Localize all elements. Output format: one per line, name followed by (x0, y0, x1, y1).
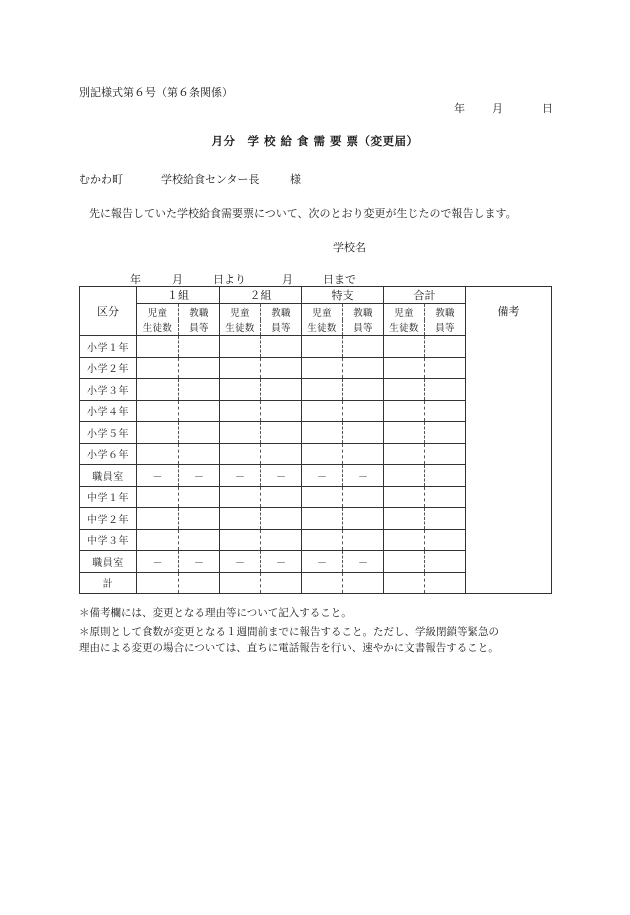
table-cell[interactable] (137, 508, 179, 530)
sub-header-students-2: 生徒数 (302, 320, 343, 336)
group-header-2: ２組 (220, 287, 302, 304)
table-cell[interactable] (425, 551, 466, 573)
table-cell[interactable] (302, 422, 343, 444)
addressee-recipient: 学校給食センター長 (161, 173, 260, 186)
table-cell[interactable] (137, 379, 179, 401)
note-remarks: ＊備考欄には、変更となる理由等について記入すること。 (79, 607, 352, 619)
period-month-from: 月 (172, 273, 183, 286)
table-cell[interactable] (261, 357, 302, 379)
sub-header-students-2: 生徒数 (137, 320, 179, 336)
category-header: 区分 (80, 287, 137, 336)
note-deadline: ＊原則として食数が変更となる１週間前までに報告すること。ただし、学級閉鎖等緊急の (79, 626, 499, 638)
table-cell[interactable] (343, 357, 384, 379)
table-cell[interactable] (220, 572, 261, 594)
sub-header-staff: 教職 (179, 304, 220, 320)
table-cell[interactable] (425, 422, 466, 444)
table-cell[interactable] (220, 443, 261, 465)
table-cell[interactable] (220, 357, 261, 379)
row-label: 小学１年 (80, 336, 137, 358)
sub-header-students: 児童 (302, 304, 343, 320)
table-cell[interactable] (343, 336, 384, 358)
table-cell[interactable] (261, 443, 302, 465)
table-cell[interactable] (137, 572, 179, 594)
sub-header-staff-2: 員等 (261, 320, 302, 336)
table-cell[interactable] (220, 379, 261, 401)
table-cell[interactable] (302, 443, 343, 465)
table-cell[interactable] (302, 486, 343, 508)
table-cell[interactable] (220, 400, 261, 422)
date-line (454, 100, 553, 116)
table-cell[interactable] (261, 422, 302, 444)
period-month-to: 月 (282, 273, 293, 286)
table-cell[interactable] (425, 357, 466, 379)
table-cell[interactable]: － (179, 465, 220, 487)
table-cell[interactable] (384, 336, 425, 358)
header-row-groups (80, 287, 552, 304)
table-cell[interactable]: － (220, 551, 261, 573)
table-cell[interactable] (179, 379, 220, 401)
table-cell[interactable] (425, 379, 466, 401)
table-cell[interactable] (261, 379, 302, 401)
table-cell[interactable]: － (302, 551, 343, 573)
period-line (130, 271, 356, 287)
table-cell[interactable] (179, 572, 220, 594)
table-cell[interactable] (220, 508, 261, 530)
table-cell[interactable] (384, 422, 425, 444)
sub-header-staff: 教職 (261, 304, 302, 320)
period-from: 日より (213, 273, 246, 286)
sub-header-students-2: 生徒数 (384, 320, 425, 336)
table-cell[interactable] (261, 508, 302, 530)
table-cell[interactable] (425, 336, 466, 358)
table-cell[interactable] (302, 572, 343, 594)
addressee (79, 171, 301, 187)
table-cell[interactable] (384, 529, 425, 551)
table-cell[interactable] (179, 529, 220, 551)
row-label: 計 (80, 572, 137, 594)
table-cell[interactable]: － (220, 465, 261, 487)
addressee-town: むかわ町 (79, 173, 123, 186)
table-cell[interactable] (343, 379, 384, 401)
table-cell[interactable] (137, 400, 179, 422)
table-cell[interactable] (384, 572, 425, 594)
table-cell[interactable] (137, 422, 179, 444)
table-row (80, 336, 552, 358)
row-label: 職員室 (80, 465, 137, 487)
table-cell[interactable] (425, 572, 466, 594)
table-cell[interactable] (220, 529, 261, 551)
table-cell[interactable] (384, 400, 425, 422)
date-day: 日 (542, 102, 553, 115)
table-cell[interactable] (343, 400, 384, 422)
row-label: 小学２年 (80, 357, 137, 379)
table-cell[interactable] (179, 336, 220, 358)
table-cell[interactable] (137, 529, 179, 551)
body-text: 先に報告していた学校給食需要票について、次のとおり変更が生じたので報告します。 (89, 207, 517, 220)
row-label: 小学４年 (80, 400, 137, 422)
table-cell[interactable]: － (261, 465, 302, 487)
sub-header-staff: 教職 (343, 304, 384, 320)
sub-header-staff-2: 員等 (179, 320, 220, 336)
group-header-special: 特支 (302, 287, 384, 304)
table-cell[interactable] (179, 443, 220, 465)
table-cell[interactable] (302, 379, 343, 401)
form-number: 別記様式第６号（第６条関係） (79, 86, 233, 99)
row-label: 中学３年 (80, 529, 137, 551)
school-name-label: 学校名 (333, 241, 366, 254)
table-cell[interactable] (343, 443, 384, 465)
period-year: 年 (130, 273, 141, 286)
table-cell[interactable] (137, 443, 179, 465)
table-cell[interactable] (179, 422, 220, 444)
table-cell[interactable] (425, 529, 466, 551)
table-cell[interactable] (261, 572, 302, 594)
table-cell[interactable] (384, 465, 425, 487)
table-cell[interactable] (425, 443, 466, 465)
table-cell[interactable] (179, 486, 220, 508)
group-header-1: １組 (137, 287, 220, 304)
group-header-total: 合計 (384, 287, 466, 304)
table-cell[interactable]: － (343, 465, 384, 487)
sub-header-students: 児童 (220, 304, 261, 320)
sub-header-students: 児童 (384, 304, 425, 320)
table-cell[interactable] (302, 508, 343, 530)
table-cell[interactable] (384, 379, 425, 401)
table-cell[interactable] (343, 572, 384, 594)
note-deadline-cont: 理由による変更の場合については、直ちに電話報告を行い、速やかに文書報告すること。 (79, 642, 499, 654)
table-cell[interactable] (220, 486, 261, 508)
table-cell[interactable] (302, 400, 343, 422)
sub-header-students: 児童 (137, 304, 179, 320)
date-month: 月 (492, 102, 503, 115)
table-cell[interactable] (343, 529, 384, 551)
sub-header-students-2: 生徒数 (220, 320, 261, 336)
table-cell[interactable] (261, 486, 302, 508)
row-label: 小学５年 (80, 422, 137, 444)
table-cell[interactable] (384, 486, 425, 508)
table-cell[interactable]: － (343, 551, 384, 573)
sub-header-staff: 教職 (425, 304, 466, 320)
table-cell[interactable] (384, 508, 425, 530)
table-cell[interactable] (261, 336, 302, 358)
table-cell[interactable] (137, 336, 179, 358)
demand-table (79, 286, 552, 594)
table-cell[interactable]: － (137, 551, 179, 573)
table-cell[interactable] (425, 465, 466, 487)
period-to: 日まで (323, 273, 356, 286)
table-cell[interactable] (343, 422, 384, 444)
row-label: 中学２年 (80, 508, 137, 530)
sub-header-staff-2: 員等 (343, 320, 384, 336)
addressee-honorific: 様 (290, 173, 301, 186)
table-cell[interactable]: － (137, 465, 179, 487)
table-cell[interactable] (261, 400, 302, 422)
row-label: 職員室 (80, 551, 137, 573)
table-cell[interactable] (179, 400, 220, 422)
table-cell[interactable] (384, 357, 425, 379)
table-cell[interactable] (425, 508, 466, 530)
row-label: 中学１年 (80, 486, 137, 508)
table-cell[interactable] (220, 422, 261, 444)
table-cell[interactable] (343, 486, 384, 508)
page-title: 月分 学 校 給 食 需 要 票（変更届） (211, 134, 419, 148)
table-cell[interactable] (302, 336, 343, 358)
table-cell[interactable] (137, 486, 179, 508)
table-cell[interactable] (220, 336, 261, 358)
table-cell[interactable] (343, 508, 384, 530)
sub-header-staff-2: 員等 (425, 320, 466, 336)
table-cell[interactable] (302, 357, 343, 379)
table-cell[interactable] (384, 551, 425, 573)
row-label: 小学３年 (80, 379, 137, 401)
table-cell[interactable]: － (302, 465, 343, 487)
table-cell[interactable]: － (261, 551, 302, 573)
remarks-cell[interactable] (466, 336, 552, 594)
table-cell[interactable] (261, 529, 302, 551)
table-cell[interactable] (179, 357, 220, 379)
remarks-header: 備考 (466, 287, 552, 336)
date-year: 年 (454, 102, 465, 115)
table-cell[interactable] (425, 400, 466, 422)
table-cell[interactable] (302, 529, 343, 551)
table-cell[interactable] (384, 443, 425, 465)
row-label: 小学６年 (80, 443, 137, 465)
table-cell[interactable] (425, 486, 466, 508)
table-cell[interactable] (137, 357, 179, 379)
table-cell[interactable]: － (179, 551, 220, 573)
table-cell[interactable] (179, 508, 220, 530)
